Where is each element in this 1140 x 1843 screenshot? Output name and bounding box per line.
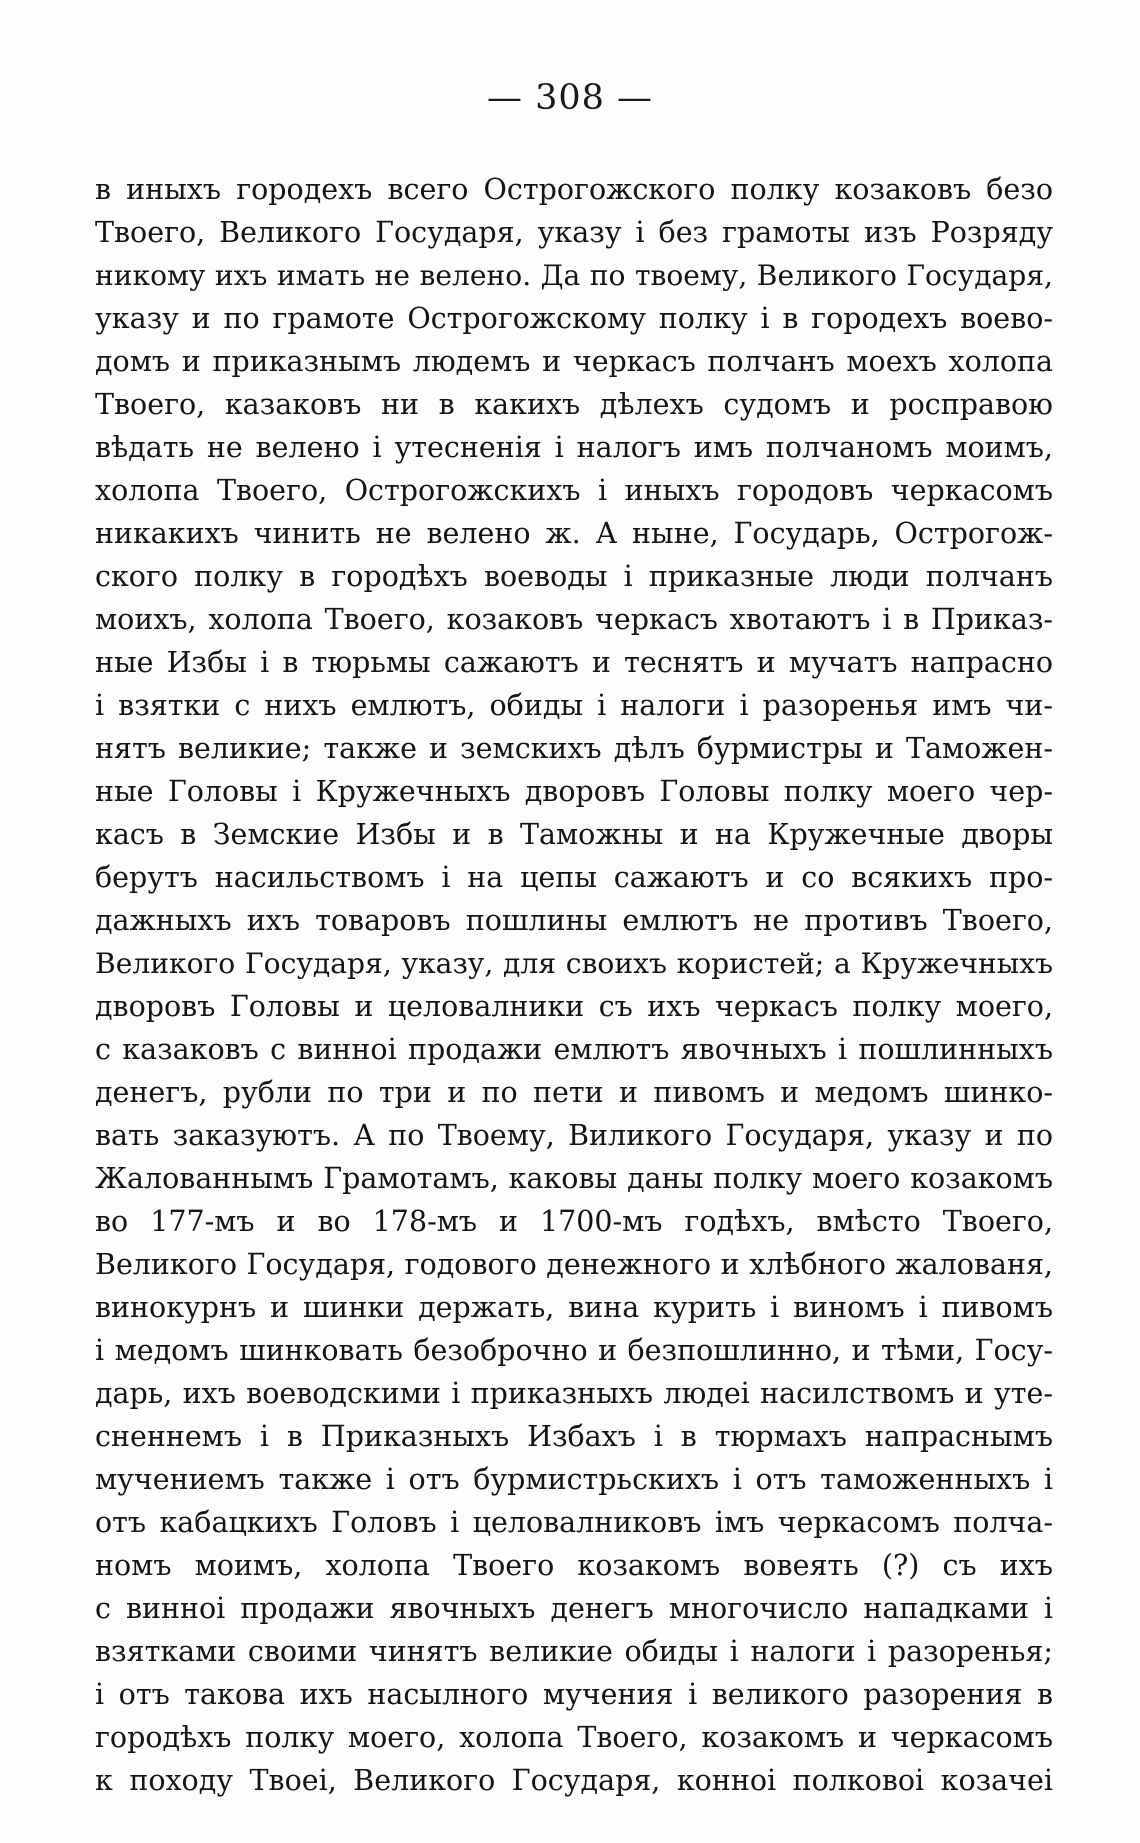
text-line: в иныхъ городехъ всего Острогожского полку козаковъ безо (95, 173, 1053, 206)
text-line: никакихъ чинить не велено ж. А ныне, Государь, Острогож- (95, 517, 1053, 550)
text-line: дажныхъ ихъ товаровъ пошлины емлютъ не противъ Твоего, (95, 904, 1053, 937)
body-text (95, 168, 1053, 1802)
text-line: во 177-мъ и во 178-мъ и 1700-мъ годѣхъ, вмѣсто Твоего, (95, 1205, 1053, 1238)
text-line: городѣхъ полку моего, холопа Твоего, козакомъ и черкасомъ (95, 1721, 1053, 1754)
text-line: Твоего, Великого Государя, указу і без грамоты изъ Розряду (95, 216, 1053, 249)
text-line: вать заказуютъ. А по Твоему, Виликого Государя, указу и по (95, 1119, 1053, 1152)
text-line: нятъ великие; также и земскихъ дѣлъ бурмистры и Таможен- (95, 732, 1053, 765)
text-line: вѣдать не велено і утесненія і налогъ имъ полчаномъ моимъ, (95, 431, 1053, 464)
text-line: мучениемъ также і отъ бурмистрьскихъ і отъ таможенныхъ і (95, 1463, 1053, 1496)
text-line: ского полку в городѣхъ воеводы і приказные люди полчанъ (95, 560, 1053, 593)
text-line: касъ в Земские Избы и в Таможны и на Кружечные дворы (95, 818, 1053, 851)
page-number: — 308 — (486, 78, 654, 118)
text-line: дворовъ Головы и целовалники съ ихъ черкасъ полку моего, (95, 990, 1053, 1023)
text-line: берутъ насильствомъ і на цепы сажаютъ и со всякихъ про- (95, 861, 1053, 894)
text-line: ные Головы і Кружечныхъ дворовъ Головы полку моего чер- (95, 775, 1053, 808)
text-line: холопа Твоего, Острогожскихъ і иныхъ городовъ черкасомъ (95, 474, 1053, 507)
text-line: с винноі продажи явочныхъ денегъ многочисло нападками і (95, 1592, 1053, 1625)
text-line: Великого Государя, годового денежного и хлѣбного жалованя, (95, 1248, 1053, 1281)
text-line: і медомъ шинковать безоброчно и безпошлинно, и тѣми, Госу- (95, 1334, 1053, 1367)
text-line: моихъ, холопа Твоего, козаковъ черкасъ хвотаютъ і в Приказ- (95, 603, 1053, 636)
text-line: указу и по грамоте Острогожскому полку і в городехъ воево- (95, 302, 1053, 335)
text-line: взятками своими чинятъ великие обиды і налоги і разоренья; (95, 1635, 1053, 1668)
text-line: номъ моимъ, холопа Твоего козакомъ вовеять (?) съ ихъ (95, 1549, 1053, 1582)
text-line: Твоего, казаковъ ни в какихъ дѣлехъ судомъ и росправою (95, 388, 1053, 421)
text-line: к походу Твоеі, Великого Государя, конноі полковоі козачеі (95, 1764, 1053, 1797)
text-line: Великого Государя, указу, для своихъ користей; а Кружечныхъ (95, 947, 1053, 980)
text-line: домъ и приказнымъ людемъ и черкасъ полчанъ моехъ холопа (95, 345, 1053, 378)
text-line: денегъ, рубли по три и по пети и пивомъ и медомъ шинко- (95, 1076, 1053, 1109)
text-line: і отъ такова ихъ насылного мучения і великого разорения в (95, 1678, 1053, 1711)
text-line: с казаковъ с винноі продажи емлютъ явочныхъ і пошлинныхъ (95, 1033, 1053, 1066)
text-line: дарь, ихъ воеводскими і приказныхъ людеі насилствомъ и уте- (95, 1377, 1053, 1410)
text-line: ные Избы і в тюрьмы сажаютъ и теснятъ и мучатъ напрасно (95, 646, 1053, 679)
text-line: Жалованнымъ Грамотамъ, каковы даны полку моего козакомъ (95, 1162, 1053, 1195)
text-line: никому ихъ имать не велено. Да по твоему, Великого Государя, (95, 259, 1053, 292)
text-line: і взятки с нихъ емлютъ, обиды і налоги і разоренья имъ чи- (95, 689, 1053, 722)
text-line: сненнемъ і в Приказныхъ Избахъ і в тюрмахъ напраснымъ (95, 1420, 1053, 1453)
text-line: винокурнъ и шинки держать, вина курить і виномъ і пивомъ (95, 1291, 1053, 1324)
text-line: отъ кабацкихъ Головъ і целовалниковъ імъ черкасомъ полча- (95, 1506, 1053, 1539)
